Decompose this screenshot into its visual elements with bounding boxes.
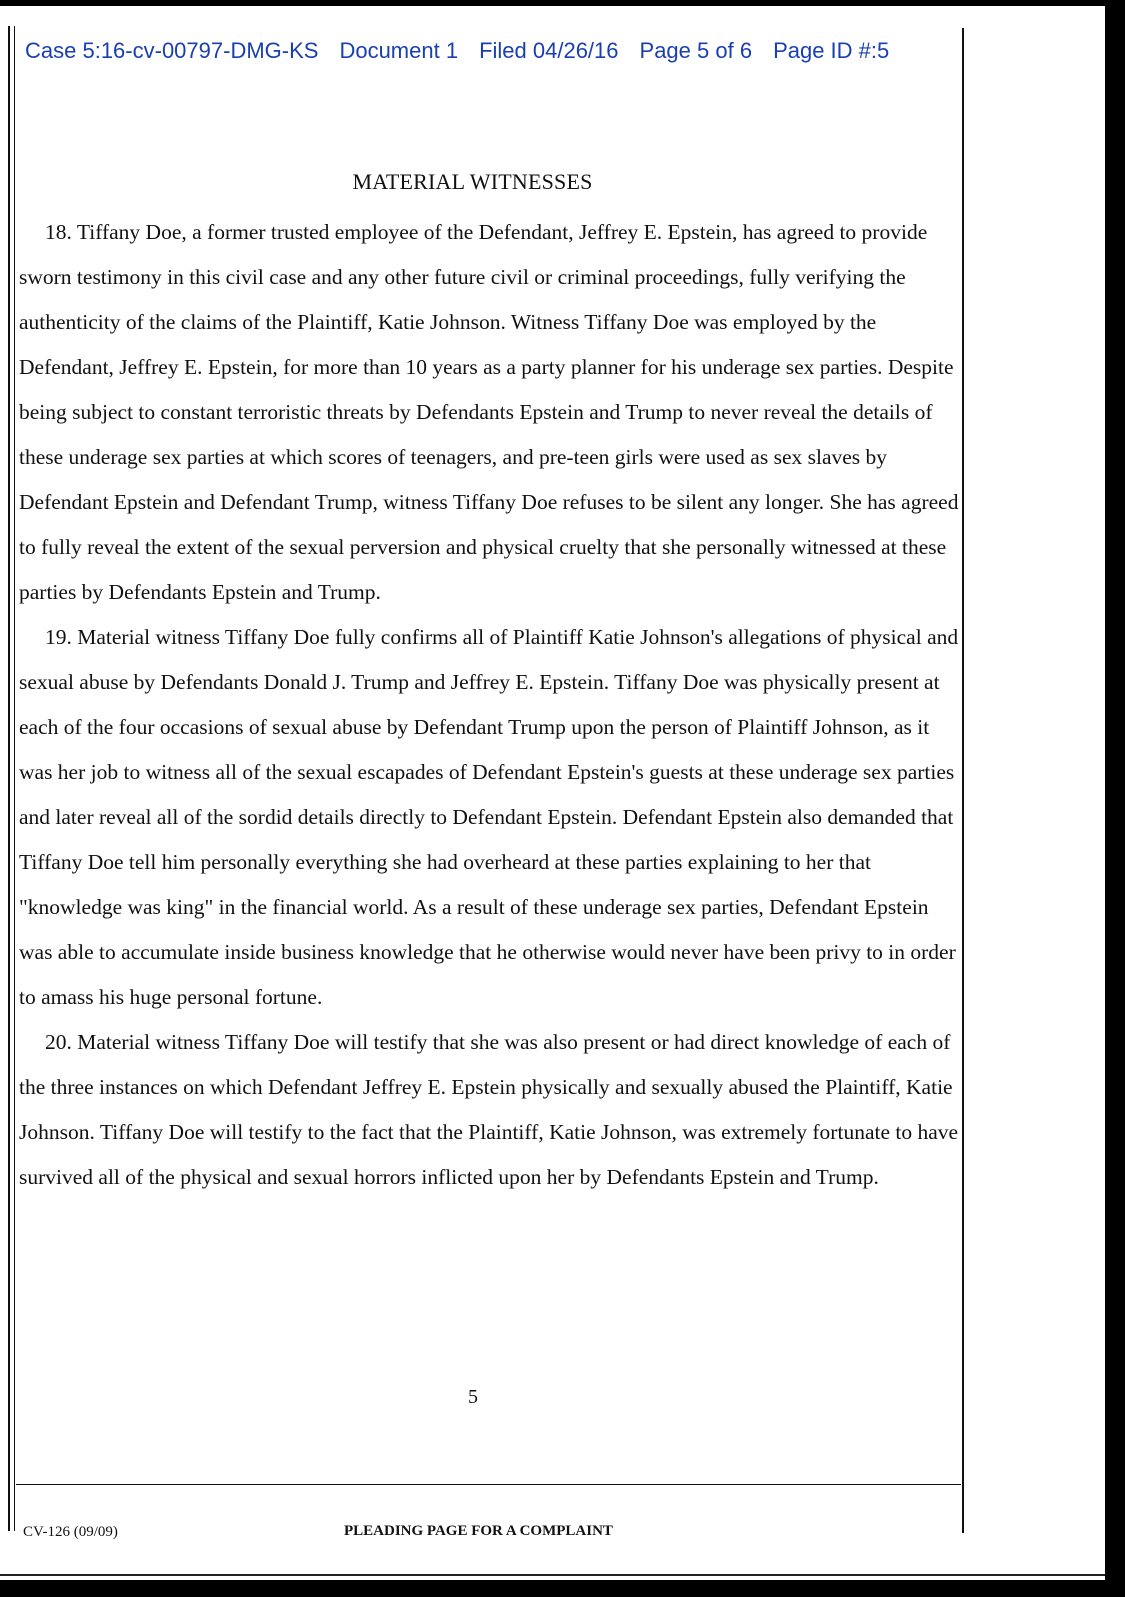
- footer-rule: [16, 1484, 961, 1485]
- document-number: Document 1: [339, 38, 459, 63]
- bottom-edge-rule: [0, 1574, 1105, 1576]
- document-page: [0, 6, 1105, 1580]
- case-header: [25, 38, 910, 64]
- paragraph-18: 18. Tiffany Doe, a former trusted employee of the Defendant, Jeffrey E. Epstein, has agreed to provide sworn testimony in this civil case and any other future civil or criminal proceedings, fully verifying the authenticity of the claims of the Plaintiff, Katie Johnson. Witness Tiffany Doe was employed by the Defendant, Jeffrey E. Epstein, for more than 10 years as a party planner for his underage sex parties. Despite being subject to constant terroristic threats by Defendants Epstein and Trump to never reveal the details of these underage sex parties at which scores of teenagers, and pre-teen girls were used as sex slaves by Defendant Epstein and Defendant Trump, witness Tiffany Doe refuses to be silent any longer. She has agreed to fully reveal the extent of the sexual perversion and physical cruelty that she personally witnessed at these parties by Defendants Epstein and Trump.: [19, 220, 959, 604]
- document-body: [19, 210, 959, 1200]
- paragraph-19: 19. Material witness Tiffany Doe fully confirms all of Plaintiff Katie Johnson's allegations of physical and sexual abuse by Defendants Donald J. Trump and Jeffrey E. Epstein. Tiffany Doe was physically present at each of the four occasions of sexual abuse by Defendant Trump upon the person of Plaintiff Johnson, as it was her job to witness all of the sexual escapades of Defendant Epstein's guests at these underage sex parties and later reveal all of the sordid details directly to Defendant Epstein. Defendant Epstein also demanded that Tiffany Doe tell him personally everything she had overheard at these parties explaining to her that "knowledge was king" in the financial world. As a result of these underage sex parties, Defendant Epstein was able to accumulate inside business knowledge that he otherwise would never have been privy to in order to amass his huge personal fortune.: [19, 625, 959, 1009]
- filed-date: Filed 04/26/16: [479, 38, 619, 63]
- right-margin-rule: [962, 28, 964, 1533]
- case-number: Case 5:16-cv-00797-DMG-KS: [25, 38, 319, 63]
- paragraph-20: 20. Material witness Tiffany Doe will testify that she was also present or had direct knowledge of each of the three instances on which Defendant Jeffrey E. Epstein physically and sexually abused the Plaintiff, Katie Johnson. Tiffany Doe will testify to the fact that the Plaintiff, Katie Johnson, was extremely fortunate to have survived all of the physical and sexual horrors inflicted upon her by Defendants Epstein and Trump.: [19, 1030, 959, 1189]
- page-number: 5: [468, 1386, 478, 1408]
- left-margin-rule: [8, 26, 10, 1531]
- bottom-margin: [0, 1566, 1105, 1580]
- footer-caption: PLEADING PAGE FOR A COMPLAINT: [344, 1523, 613, 1539]
- section-title: MATERIAL WITNESSES: [352, 169, 593, 194]
- form-code: CV-126 (09/09): [23, 1524, 118, 1540]
- page-id: Page ID #:5: [773, 38, 890, 63]
- page-count: Page 5 of 6: [639, 38, 753, 63]
- left-margin-rule-inner: [14, 26, 15, 1531]
